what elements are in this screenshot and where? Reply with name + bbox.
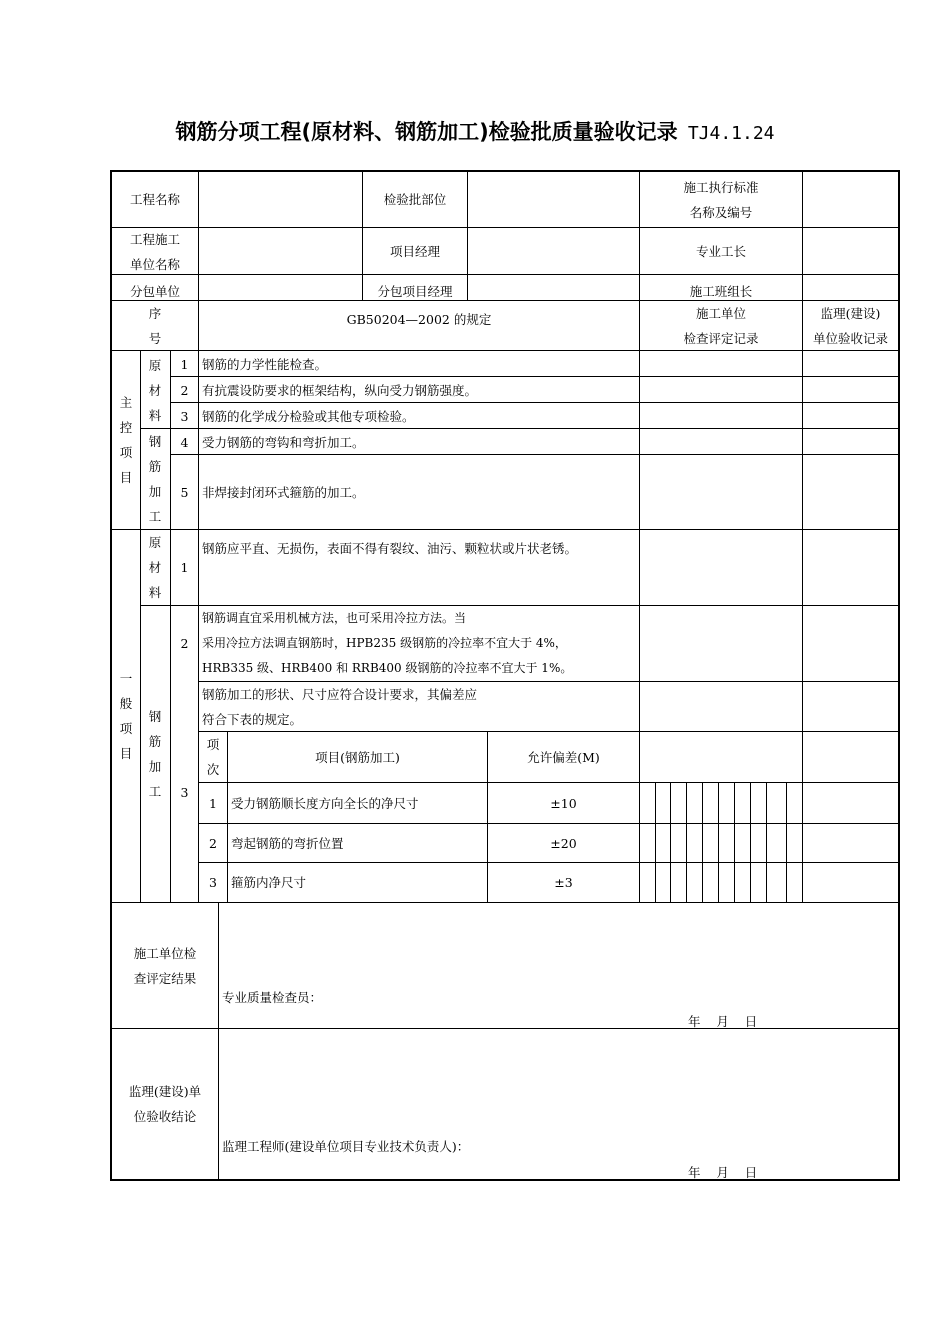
page-title [0, 116, 950, 146]
project-name-value[interactable] [199, 171, 363, 228]
seq-label: 序 号 [148, 306, 162, 346]
standard-label: 施工执行标准 名称及编号 [683, 179, 759, 220]
sub-pm-label: 分包项目经理 [377, 283, 453, 299]
date-label-1: 年 月 日 [688, 1014, 758, 1029]
main-item-4-no: 4 [180, 434, 189, 450]
main-item-1-text: 钢筋的力学性能检查。 [202, 356, 328, 372]
project-name-label: 工程名称 [129, 192, 180, 207]
sub-row-3-tol: ±3 [554, 875, 573, 890]
main-item-4-text: 受力钢筋的弯钩和弯折加工。 [202, 434, 365, 450]
team-leader-label: 施工班组长 [689, 283, 753, 299]
sub-row-1-no: 1 [209, 795, 217, 811]
main-processing-label: 钢 筋 加 工 [148, 434, 162, 524]
main-item-5-text: 非焊接封闭环式箍筋的加工。 [202, 484, 365, 500]
main-raw-material-label: 原 材 料 [148, 357, 162, 423]
general-item-1-no: 1 [180, 560, 189, 575]
contractor-label: 工程施工 单位名称 [129, 231, 180, 272]
sub-tolerance-label: 允许偏差(M) [527, 749, 600, 765]
sub-row-1-name: 受力钢筋顺长度方向全长的净尺寸 [231, 795, 419, 811]
main-item-5-no: 5 [180, 484, 189, 500]
spec-label: GB50204—2002 的规定 [346, 311, 492, 327]
general-label: 一 般 项 目 [119, 671, 133, 761]
inspector-label: 专业质量检查员： [222, 990, 323, 1005]
engineer-label: 监理工程师(建设单位项目专业技术负责人)： [222, 1139, 470, 1154]
sub-row-2-name: 弯起钢筋的弯折位置 [231, 835, 344, 851]
main-item-2-text: 有抗震设防要求的框架结构，纵向受力钢筋强度。 [202, 382, 478, 398]
inspection-batch-label: 检验批部位 [383, 192, 447, 207]
sub-no-label: 项 次 [206, 737, 220, 777]
main-control-label: 主 控 项 目 [119, 395, 133, 485]
date-label-2: 年 月 日 [688, 1165, 758, 1180]
foreman-label: 专业工长 [695, 244, 746, 259]
sub-row-2-tol: ±20 [550, 835, 577, 851]
general-item-1-text: 钢筋应平直、无损伤，表面不得有裂纹、油污、颗粒状或片状老锈。 [202, 540, 578, 556]
general-processing-label: 钢 筋 加 工 [148, 709, 162, 799]
sub-item-label: 项目(钢筋加工) [315, 749, 400, 765]
sub-row-1-tol: ±10 [550, 795, 577, 811]
main-item-2-no: 2 [180, 382, 189, 398]
contractor-record-label: 施工单位 检查评定记录 [683, 306, 759, 346]
general-item-3-no: 3 [180, 784, 189, 800]
contractor-result-label: 施工单位检 查评定结果 [133, 945, 197, 986]
supervisor-conclusion-label: 监理(建设)单 位验收结论 [128, 1084, 202, 1124]
form-code: TJ4.1.24 [687, 123, 775, 144]
main-item-3-no: 3 [180, 408, 189, 424]
supervisor-record-label: 监理(建设) 单位验收记录 [812, 306, 888, 346]
subcontractor-label: 分包单位 [129, 283, 180, 299]
general-item-3-text: 钢筋加工的形状、尺寸应符合设计要求，其偏差应 符合下表的规定。 [202, 687, 478, 727]
main-item-3-text: 钢筋的化学成分检验或其他专项检验。 [202, 408, 415, 424]
title-text: 钢筋分项工程(原材料、钢筋加工)检验批质量验收记录 [175, 120, 678, 144]
standard-value[interactable] [803, 171, 898, 228]
general-item-2-text: 钢筋调直宜采用机械方法，也可采用冷拉方法。当 采用冷拉方法调直钢筋时，HPB235 级钢筋的冷拉率不宜大于 4%， HRB335 级、HRB400 和 RRB400 级钢筋的冷拉率不宜大于 1%。 [202, 611, 573, 675]
general-raw-material-label: 原 材 料 [148, 535, 162, 600]
inspection-batch-value[interactable] [468, 171, 639, 228]
general-item-2-no: 2 [180, 636, 189, 651]
sub-row-3-no: 3 [209, 875, 217, 890]
sub-row-2-no: 2 [209, 835, 217, 851]
main-item-1-no: 1 [180, 356, 189, 372]
sub-row-3-name: 箍筋内净尺寸 [231, 875, 307, 890]
project-manager-label: 项目经理 [389, 244, 440, 259]
